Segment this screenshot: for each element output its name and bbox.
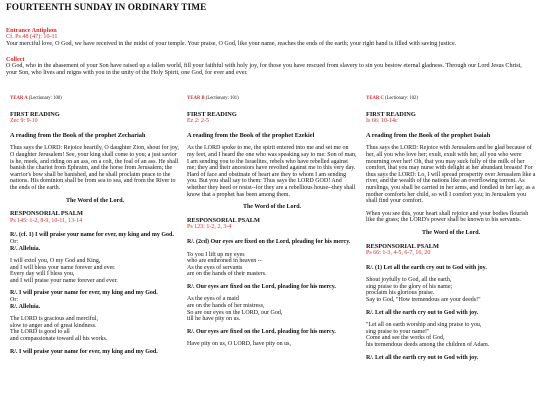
year-b-first-reading-heading: FIRST READING [187, 110, 237, 118]
year-a-alleluia-2: R/. Alleluia. [10, 303, 41, 310]
year-b-first-reading-ref: Ez 2: 2-5 [187, 118, 209, 125]
year-a-or-2: Or: [10, 297, 18, 304]
year-b-word-of-lord: The Word of the Lord. [242, 204, 302, 211]
year-c-lectionary: (Lectionary: 102) [385, 96, 418, 101]
stanza-line: and I will praise your name forever and ever. [10, 277, 118, 284]
year-a-stanza-1 [10, 258, 180, 284]
year-c-reading-text-2: When you see this, your heart shall rejoice and your bodies flourish like the grass; the LORD's power shall be known to his servants. [366, 210, 529, 224]
stanza-line: I will extol you, O my God and King, [10, 258, 101, 265]
year-b-reading-text: As the LORD spoke to me, the spirit entered into me and set me on my feet, and I heard the one who was speaking say to me: Son of man, I am sending you to the Israelites, rebels who have rebelled against me; they and their ancestors have revolted against me to this very day. Hard of face and obstinate of heart are they to whom I am sending you. But you shall say to them: Thus says the LORD GOD! And whether they heed or resist--for they are a rebellious house--they shall know that a prophet has been among them. [187, 145, 357, 198]
year-a-psalm-ref: Ps 145: 1-2, 8-9, 10-11, 13-14 [10, 217, 83, 224]
year-c-response-2: R/. Let all the earth cry out to God with joy. [366, 309, 479, 316]
year-b-response: R/. (2cd) Our eyes are fixed on the Lord, pleading for his mercy. [187, 238, 351, 245]
year-a-psalm-heading: RESPONSORIAL PSALM [10, 210, 83, 218]
year-c-stanza-2 [366, 322, 536, 348]
year-a-reading-text: Thus says the LORD: Rejoice heartily, O daughter Zion, shout for joy, O daughter Jerusalem! See, your king shall come to you; a just savior is he, meek, and riding on an ass, on a colt, the foal of an ass. He shall banish the chariot from Ephraim, and the horse from Jerusalem; the warrior's bow shall be banished, and he shall proclaim peace to the nations. His dominion shall be from sea to sea, and from the River to the ends of the earth. [10, 145, 179, 191]
stanza-line: and compassionate toward all his works. [10, 336, 108, 343]
year-a-or: Or: [10, 238, 18, 245]
stanza-line: proclaim his glorious praise. [366, 290, 435, 297]
year-c-psalm-heading: RESPONSORIAL PSALM [366, 242, 439, 250]
collect-text: O God, who in the abasement of your Son have raised up a fallen world, fill your faithful with holy joy, for those you have rescued from slavery to sin you bestow eternal gladness. Through our Lord Jesus Christ, your Son, who lives and reigns with you in the unity of the Holy Spirit, one God, for ever and ever. [6, 63, 522, 77]
stanza-line: As the eyes of a maid [187, 296, 239, 303]
year-b-stanza-2 [187, 296, 357, 322]
year-a-first-reading-ref: Zec 9: 9-10 [10, 118, 38, 125]
year-a-label: YEAR A [10, 96, 28, 101]
year-a-stanza-2 [10, 316, 180, 342]
year-a-label-line [10, 96, 180, 103]
year-b-label: YEAR B [187, 96, 205, 101]
year-c-reading-title: A reading from the Book of the prophet Isaiah [366, 131, 491, 139]
year-a-response-3: R/. I will praise your name for ever, my king and my God. [10, 348, 158, 355]
entrance-antiphon-text: Your merciful love, O God, we have received in the midst of your temple. Your praise, O God, like your name, reaches the ends of the earth; your right hand is filled with saving justice. [6, 41, 457, 47]
year-b-response-3: R/. Our eyes are fixed on the Lord, pleading for his mercy. [187, 328, 336, 335]
year-c-label-line [366, 96, 536, 103]
year-c-response-3: R/. Let all the earth cry out to God with joy. [366, 354, 479, 361]
year-b-column [187, 96, 357, 348]
stanza-line: are on the hands of her mistress, [187, 303, 265, 310]
entrance-antiphon-heading: Entrance Antiphon [6, 27, 57, 34]
stanza-line: To you I lift up my eyes [187, 251, 245, 258]
year-b-label-line [187, 96, 357, 103]
year-c-label: YEAR C [366, 96, 384, 101]
year-c-stanza-1 [366, 277, 536, 303]
year-a-reading-title: A reading from the Book of the prophet Zechariah [10, 131, 146, 139]
entrance-antiphon-reference: Cf. Ps 48 (47): 10-11 [6, 34, 58, 40]
year-a-word-of-lord: The Word of the Lord. [65, 197, 125, 204]
stanza-line: Shout joyfully to God, all the earth, [366, 277, 452, 284]
stanza-line: As the eyes of servants [187, 264, 243, 271]
collect-heading: Collect [6, 56, 25, 63]
stanza-line: his tremendous deeds among the children of Adam. [366, 342, 490, 349]
stanza-line: sing praise to the glory of his name; [366, 283, 453, 290]
year-a-response: R/. (cf. 1) I will praise your name for ever, my king and my God. [10, 232, 174, 239]
year-b-psalm-heading: RESPONSORIAL PSALM [187, 216, 260, 224]
stanza-line: Have pity on us, O LORD, have pity on us, [187, 341, 291, 348]
stanza-line: "Let all on earth worship and sing praise to you, [366, 322, 482, 329]
stanza-line: who are enthroned in heaven -- [187, 258, 262, 265]
stanza-line: sing praise to your name!" [366, 328, 430, 335]
year-c-reading-text: Thus says the LORD: Rejoice with Jerusalem and be glad because of her, all you who love her; exult, exult with her, all you who were mourning over her! Oh, that you may suck fully of the milk of her comfort, that you may nurse with delight at her abundant breasts! For thus says the LORD: Lo, I will spread prosperity over Jerusalem like a river, and the wealth of the nations like an overflowing torrent. As nurslings, you shall be carried in her arms, and fondled in her lap; as a mother comforts her child, so will I comfort you; in Jerusalem you shall find your comfort. [366, 145, 536, 205]
stanza-line: Say to God, "How tremendous are your deeds!" [366, 297, 481, 304]
stanza-line: are on the hands of their masters. [187, 271, 267, 278]
year-b-lectionary: (Lectionary: 101) [205, 96, 239, 101]
stanza-line: Come and see the works of God, [366, 335, 445, 342]
year-b-stanza-1 [187, 252, 357, 278]
year-c-first-reading-heading: FIRST READING [366, 110, 416, 118]
stanza-line: and I will bless your name forever and ever. [10, 264, 116, 271]
stanza-line: The LORD is gracious and merciful, [10, 316, 98, 323]
year-c-column [366, 96, 536, 367]
stanza-line: The LORD is good to all [10, 329, 70, 336]
year-a-alleluia: R/. Alleluia. [10, 245, 41, 252]
year-a-lectionary: (Lectionary: 100) [28, 96, 62, 101]
year-c-psalm-ref: Ps 66: 1-3, 4-5, 6-7, 16, 20 [366, 250, 431, 257]
year-a-first-reading-heading: FIRST READING [10, 110, 60, 118]
stanza-line: So are our eyes on the LORD, our God, [187, 309, 283, 316]
year-b-reading-title: A reading from the Book of the prophet Ezekiel [187, 131, 315, 139]
year-a-response-2: R/. I will praise your name for ever, my king and my God. [10, 290, 158, 297]
year-c-word-of-lord: The Word of the Lord. [421, 229, 481, 236]
page-title: FOURTEENTH SUNDAY IN ORDINARY TIME [6, 3, 207, 13]
stanza-line: slow to anger and of great kindness. [10, 322, 97, 329]
year-c-response: R/. (1) Let all the earth cry out to God with joy. [366, 264, 487, 271]
year-c-first-reading-ref: Is 66: 10-14c [366, 118, 398, 125]
year-a-column [10, 96, 180, 361]
stanza-line: till he have pity on us. [187, 316, 241, 323]
stanza-line: Every day will I bless you, [10, 271, 75, 278]
year-b-response-2: R/. Our eyes are fixed on the Lord, pleading for his mercy. [187, 283, 336, 290]
year-b-psalm-ref: Ps 123: 1-2, 2, 3-4 [187, 224, 232, 231]
